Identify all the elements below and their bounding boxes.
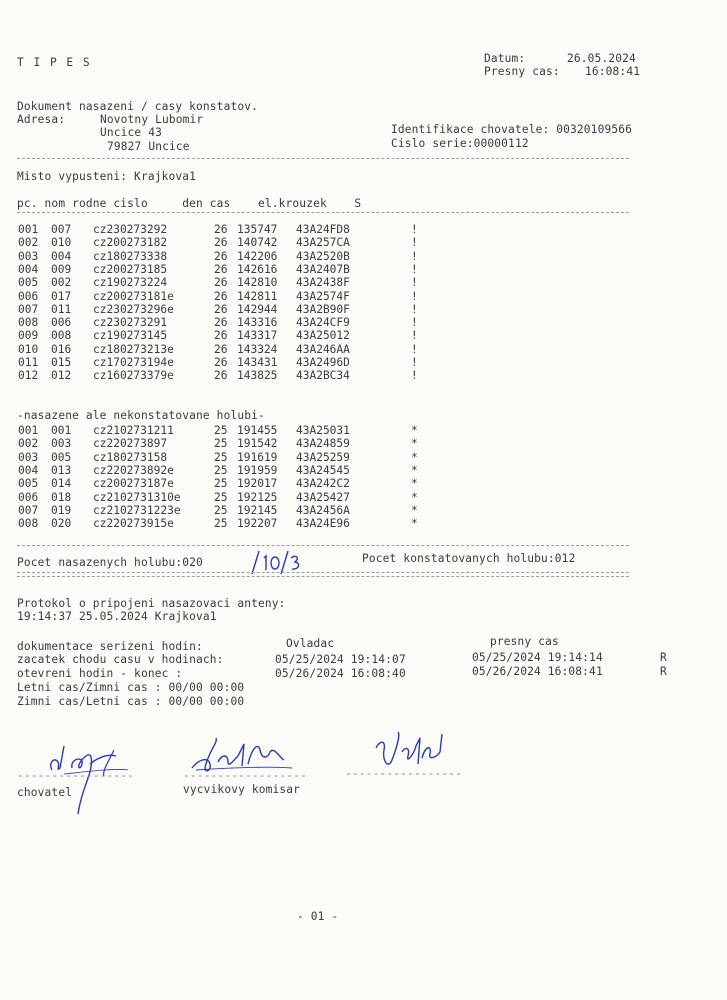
cell-s: ! [411,329,418,343]
cell-time: 143317 [237,329,278,343]
cell-chip: 43A24545 [296,463,350,477]
cell-chip: 43A24859 [296,437,350,451]
address-label: Adresa: [17,113,66,126]
datum-label: Datum: [484,52,526,65]
cell-chip: 43A2B90F [296,302,350,316]
cell-s: * [411,450,418,464]
cell-pc: 006 [18,289,39,303]
cell-day: 25 [214,517,228,531]
cell-pc: 009 [18,329,39,343]
cell-pc: 006 [18,490,39,504]
cell-s: * [411,490,418,504]
cell-chip: 43A24E96 [296,517,350,531]
cell-s: * [411,437,418,451]
page-number: - 01 - [297,910,339,923]
cell-s: ! [411,249,418,263]
cell-time: 192125 [237,490,278,504]
separator [17,545,629,546]
cell-ring: cz200273181e [93,289,174,303]
cell-nom: 013 [51,463,72,477]
cell-day: 26 [214,289,228,303]
cell-s: * [411,463,418,477]
cell-pc: 004 [18,262,39,276]
cell-time: 143431 [237,356,278,369]
time-label: Presny cas: [484,65,560,78]
doc-title: Dokument nasazeni / casy konstatov. [17,100,258,113]
cell-time: 142206 [237,249,278,263]
breeder-id: Identifikace chovatele: 00320109566 [391,123,632,136]
confirmed-count: Pocet konstatovanych holubu:012 [362,552,576,565]
clock-start-exact: 05/25/2024 19:14:14 [472,651,603,664]
cell-day: 25 [214,424,228,437]
cell-nom: 018 [51,490,72,504]
cell-chip: 43A25259 [296,450,350,464]
cell-pc: 007 [18,503,39,517]
cell-time: 143316 [237,316,278,330]
cell-pc: 007 [18,302,39,316]
series-number: Cislo serie:00000112 [391,137,529,150]
cell-s: * [411,517,418,531]
cell-ring: cz180273158 [93,450,168,464]
cell-pc: 011 [18,356,39,369]
cell-s: ! [411,236,418,250]
cell-day: 26 [214,369,228,383]
cell-pc: 003 [18,249,39,263]
signature-line-third: ----------------- [345,767,463,780]
cell-chip: 43A25031 [296,424,350,437]
cell-nom: 010 [51,236,72,250]
time-value: 16:08:41 [585,65,641,78]
cell-chip: 43A2456A [296,503,350,517]
cell-ring: cz230273296e [93,302,174,316]
cell-time: 191959 [237,463,278,477]
cell-nom: 007 [51,223,72,236]
cell-time: 135747 [237,223,278,236]
cell-s: ! [411,316,418,330]
cell-nom: 009 [51,262,72,276]
cell-ring: cz220273892e [93,463,174,477]
datum-value: 26.05.2024 [567,52,636,65]
cell-day: 26 [214,316,228,330]
separator [17,212,629,213]
cell-chip: 43A2496D [296,356,350,369]
protocol-title: Protokol o pripojeni nasazovaci anteny: [17,597,286,610]
clock-open-flag: R [660,665,667,678]
winter-time: Zimni cas/Letni cas : 00/00 00:00 [17,695,245,708]
cell-pc: 005 [18,276,39,290]
cell-pc: 002 [18,437,39,451]
cell-s: ! [411,223,418,236]
table-header: pc. nom rodne cislo den cas el.krouzek S [17,197,362,210]
brand-title: T I P E S [17,56,92,69]
cell-pc: 012 [18,369,39,383]
cell-day: 26 [214,236,228,250]
breeder-city: 79827 Uncice [107,140,190,153]
cell-chip: 43A2438F [296,276,350,290]
cell-ring: cz190273224 [93,276,168,290]
cell-ring: cz220273897 [93,437,168,451]
cell-day: 25 [214,503,228,517]
signature-line-breeder: ----------------- [17,769,135,782]
cell-nom: 020 [51,517,72,531]
cell-ring: cz170273194e [93,356,174,369]
cell-nom: 012 [51,369,72,383]
cell-time: 192145 [237,503,278,517]
cell-nom: 004 [51,249,72,263]
cell-chip: 43A2520B [296,249,350,263]
cell-time: 192207 [237,517,278,531]
cell-ring: cz230273292 [93,223,168,236]
cell-s: ! [411,342,418,356]
cell-pc: 001 [18,223,39,236]
cell-ring: cz190273145 [93,329,168,343]
cell-ring: cz220273915e [93,517,174,531]
cell-day: 26 [214,223,228,236]
cell-time: 142811 [237,289,278,303]
cell-nom: 015 [51,356,72,369]
cell-time: 191619 [237,450,278,464]
protocol-line: 19:14:37 25.05.2024 Krajkova1 [17,610,217,623]
cell-day: 26 [214,342,228,356]
cell-s: * [411,477,418,491]
cell-s: ! [411,369,418,383]
cell-chip: 43A257CA [296,236,350,250]
cell-s: ! [411,276,418,290]
cell-day: 26 [214,276,228,290]
cell-day: 26 [214,262,228,276]
cell-chip: 43A2574F [296,289,350,303]
clock-open-exact: 05/26/2024 16:08:41 [472,665,603,678]
cell-nom: 019 [51,503,72,517]
clock-start-driver: 05/25/2024 19:14:07 [275,653,406,666]
cell-day: 26 [214,249,228,263]
cell-nom: 001 [51,424,72,437]
cell-pc: 001 [18,424,39,437]
cell-nom: 006 [51,316,72,330]
clock-start-label: zacatek chodu casu v hodinach: [17,653,224,666]
cell-day: 25 [214,463,228,477]
cell-chip: 43A242C2 [296,477,350,491]
cell-nom: 011 [51,302,72,316]
double-separator [17,572,629,577]
cell-pc: 010 [18,342,39,356]
cell-s: * [411,503,418,517]
cell-nom: 017 [51,289,72,303]
breeder-label: chovatel [17,786,73,799]
cell-nom: 016 [51,342,72,356]
cell-day: 26 [214,302,228,316]
cell-ring: cz200273185 [93,262,168,276]
cell-day: 25 [214,450,228,464]
cell-chip: 43A24CF9 [296,316,350,330]
cell-time: 142944 [237,302,278,316]
clock-start-flag: R [660,651,667,664]
commissioner-label: vycvikovy komisar [183,783,301,796]
cell-chip: 43A2407B [296,262,350,276]
cell-s: * [411,424,418,437]
basketed-count: Pocet nasazenych holubu:020 [17,556,203,569]
cell-ring: cz2102731223e [93,503,181,517]
breeder-name: Novotny Lubomir [100,113,204,126]
cell-time: 143825 [237,369,278,383]
cell-chip: 43A25012 [296,329,350,343]
cell-pc: 005 [18,477,39,491]
cell-nom: 014 [51,477,72,491]
clock-col-driver: Ovladac [286,637,335,650]
cell-day: 25 [214,477,228,491]
cell-chip: 43A25427 [296,490,350,504]
cell-s: ! [411,289,418,303]
cell-pc: 008 [18,517,39,531]
clock-open-label: otevreni hodin - konec : [17,667,183,680]
cell-pc: 008 [18,316,39,330]
cell-time: 191455 [237,424,278,437]
cell-ring: cz200273182 [93,236,168,250]
unconfirmed-title: -nasazene ale nekonstatovane holubi- [17,409,265,422]
cell-pc: 003 [18,450,39,464]
cell-chip: 43A24FD8 [296,223,350,236]
breeder-street: Uncice 43 [100,126,162,139]
cell-time: 142810 [237,276,278,290]
separator [17,158,629,159]
cell-ring: cz2102731211 [93,424,174,437]
cell-s: ! [411,262,418,276]
cell-time: 140742 [237,236,278,250]
cell-nom: 002 [51,276,72,290]
cell-day: 25 [214,437,228,451]
signature-line-commissioner: ------------------ [183,769,307,782]
cell-ring: cz200273187e [93,477,174,491]
clock-col-exact: presny cas [490,635,559,648]
cell-ring: cz2102731310e [93,490,181,504]
cell-chip: 43A246AA [296,342,350,356]
cell-s: ! [411,356,418,369]
cell-nom: 003 [51,437,72,451]
cell-ring: cz230273291 [93,316,168,330]
cell-nom: 005 [51,450,72,464]
cell-day: 26 [214,329,228,343]
clock-title: dokumentace serizeni hodin: [17,640,203,653]
cell-time: 192017 [237,477,278,491]
cell-time: 142616 [237,262,278,276]
clock-open-driver: 05/26/2024 16:08:40 [275,667,406,680]
cell-pc: 004 [18,463,39,477]
cell-pc: 002 [18,236,39,250]
release-place: Misto vypusteni: Krajkova1 [17,170,197,183]
cell-s: ! [411,302,418,316]
cell-chip: 43A2BC34 [296,369,350,383]
cell-ring: cz180273338 [93,249,168,263]
cell-day: 26 [214,356,228,369]
cell-ring: cz160273379e [93,369,174,383]
cell-time: 191542 [237,437,278,451]
cell-day: 25 [214,490,228,504]
cell-time: 143324 [237,342,278,356]
cell-nom: 008 [51,329,72,343]
summer-time: Letni cas/Zimni cas : 00/00 00:00 [17,681,245,694]
cell-ring: cz180273213e [93,342,174,356]
